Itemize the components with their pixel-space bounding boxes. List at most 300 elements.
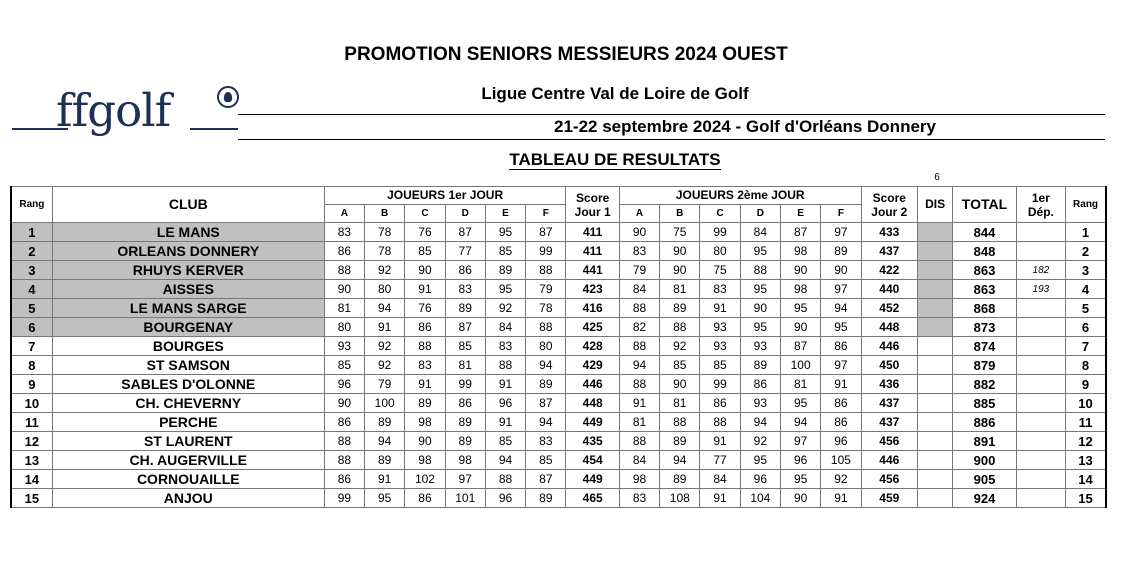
rank-right-cell: 15	[1066, 489, 1106, 508]
day1-score-cell: 94	[485, 451, 525, 470]
day1-total-cell: 441	[566, 261, 619, 280]
dis-cell	[918, 280, 953, 299]
day2-score-cell: 86	[821, 413, 861, 432]
day2-total-cell: 437	[861, 242, 917, 261]
dis-count: 6	[934, 172, 940, 183]
table-row	[11, 356, 1106, 375]
rank-right-cell: 13	[1066, 451, 1106, 470]
day2-score-cell: 91	[821, 489, 861, 508]
rule-top	[238, 114, 1105, 115]
event-line: 21-22 septembre 2024 - Golf d'Orléans Donnery	[554, 117, 936, 136]
rank-cell: 5	[11, 299, 52, 318]
rule-bottom	[238, 139, 1105, 140]
results-table	[10, 186, 1107, 508]
day1-score-cell: 85	[526, 451, 566, 470]
day1-score-cell: 89	[365, 451, 405, 470]
col-d2-player: A	[619, 205, 659, 223]
rank-right-cell: 1	[1066, 223, 1106, 242]
dis-cell	[918, 337, 953, 356]
dis-cell	[918, 489, 953, 508]
day2-score-cell: 108	[660, 489, 700, 508]
day1-total-cell: 465	[566, 489, 619, 508]
col-d1-player: B	[365, 205, 405, 223]
day2-total-cell: 433	[861, 223, 917, 242]
rank-right-cell: 3	[1066, 261, 1106, 280]
day2-score-cell: 89	[660, 470, 700, 489]
day1-score-cell: 81	[324, 299, 364, 318]
day1-score-cell: 92	[365, 337, 405, 356]
day1-total-cell: 449	[566, 413, 619, 432]
col-score2-b: Jour 2	[871, 204, 908, 219]
col-d2-player: F	[821, 205, 861, 223]
total-cell: 900	[953, 451, 1016, 470]
first-departure-cell	[1016, 242, 1065, 261]
day2-score-cell: 92	[660, 337, 700, 356]
dis-cell	[918, 413, 953, 432]
col-d1-player: F	[526, 205, 566, 223]
day1-score-cell: 94	[526, 356, 566, 375]
day1-score-cell: 95	[485, 280, 525, 299]
day2-score-cell: 88	[619, 432, 659, 451]
day1-score-cell: 99	[324, 489, 364, 508]
dis-cell	[918, 299, 953, 318]
club-cell: BOURGENAY	[52, 318, 324, 337]
day2-total-cell: 437	[861, 394, 917, 413]
day1-score-cell: 88	[485, 470, 525, 489]
day1-score-cell: 99	[526, 242, 566, 261]
day1-score-cell: 87	[445, 318, 485, 337]
col-dep	[1016, 187, 1065, 223]
club-cell: LE MANS	[52, 223, 324, 242]
day1-score-cell: 83	[445, 280, 485, 299]
first-departure-cell	[1016, 337, 1065, 356]
day2-score-cell: 92	[740, 432, 780, 451]
day1-score-cell: 92	[485, 299, 525, 318]
total-cell: 882	[953, 375, 1016, 394]
day1-score-cell: 90	[324, 394, 364, 413]
first-departure-cell	[1016, 318, 1065, 337]
day2-score-cell: 79	[619, 261, 659, 280]
dis-cell	[918, 432, 953, 451]
day1-score-cell: 94	[526, 413, 566, 432]
total-cell: 885	[953, 394, 1016, 413]
day2-score-cell: 91	[700, 489, 740, 508]
day1-score-cell: 101	[445, 489, 485, 508]
day1-score-cell: 98	[445, 451, 485, 470]
day1-score-cell: 86	[324, 470, 364, 489]
day1-score-cell: 88	[485, 356, 525, 375]
day1-score-cell: 78	[365, 242, 405, 261]
day2-score-cell: 94	[619, 356, 659, 375]
day2-score-cell: 97	[821, 280, 861, 299]
day2-score-cell: 96	[740, 470, 780, 489]
col-club: CLUB	[52, 187, 324, 223]
first-departure-cell	[1016, 432, 1065, 451]
day2-score-cell: 98	[780, 242, 820, 261]
col-score1-a: Score	[575, 190, 610, 205]
rank-cell: 7	[11, 337, 52, 356]
day2-score-cell: 93	[700, 318, 740, 337]
day1-score-cell: 97	[445, 470, 485, 489]
day2-score-cell: 94	[740, 413, 780, 432]
first-departure-cell	[1016, 489, 1065, 508]
day2-score-cell: 96	[821, 432, 861, 451]
day1-total-cell: 449	[566, 470, 619, 489]
club-cell: ORLEANS DONNERY	[52, 242, 324, 261]
day1-total-cell: 416	[566, 299, 619, 318]
day1-score-cell: 102	[405, 470, 445, 489]
day1-score-cell: 91	[365, 470, 405, 489]
day2-score-cell: 95	[740, 451, 780, 470]
club-cell: LE MANS SARGE	[52, 299, 324, 318]
table-row	[11, 394, 1106, 413]
rank-right-cell: 7	[1066, 337, 1106, 356]
day1-score-cell: 79	[365, 375, 405, 394]
table-title	[380, 150, 850, 170]
club-cell: ST LAURENT	[52, 432, 324, 451]
day1-score-cell: 89	[365, 413, 405, 432]
day2-score-cell: 93	[700, 337, 740, 356]
day2-score-cell: 95	[740, 242, 780, 261]
dis-cell	[918, 318, 953, 337]
rank-right-cell: 12	[1066, 432, 1106, 451]
day2-total-cell: 436	[861, 375, 917, 394]
day2-score-cell: 95	[780, 299, 820, 318]
club-cell: PERCHE	[52, 413, 324, 432]
day2-score-cell: 95	[740, 280, 780, 299]
day1-score-cell: 91	[405, 375, 445, 394]
day2-score-cell: 100	[780, 356, 820, 375]
day2-score-cell: 91	[821, 375, 861, 394]
day2-score-cell: 93	[740, 394, 780, 413]
day2-score-cell: 85	[660, 356, 700, 375]
day1-score-cell: 86	[324, 413, 364, 432]
rank-right-cell: 14	[1066, 470, 1106, 489]
col-rang2: Rang	[1066, 187, 1106, 223]
total-cell: 863	[953, 261, 1016, 280]
day1-total-cell: 435	[566, 432, 619, 451]
table-row	[11, 318, 1106, 337]
day1-score-cell: 88	[324, 432, 364, 451]
day1-score-cell: 86	[405, 318, 445, 337]
day2-score-cell: 91	[619, 394, 659, 413]
rank-right-cell: 11	[1066, 413, 1106, 432]
day1-score-cell: 90	[405, 432, 445, 451]
day1-score-cell: 98	[405, 451, 445, 470]
logo-wordmark: ffgolf	[56, 84, 171, 137]
day1-score-cell: 89	[405, 394, 445, 413]
col-dep-b: Dép.	[1027, 204, 1054, 219]
day1-score-cell: 88	[324, 261, 364, 280]
day1-total-cell: 428	[566, 337, 619, 356]
day1-score-cell: 89	[526, 375, 566, 394]
club-cell: ANJOU	[52, 489, 324, 508]
ffgolf-logo	[12, 86, 238, 162]
day1-score-cell: 80	[365, 280, 405, 299]
first-departure-cell	[1016, 299, 1065, 318]
header-row	[11, 187, 1106, 205]
day2-score-cell: 97	[821, 356, 861, 375]
rank-cell: 3	[11, 261, 52, 280]
day1-total-cell: 411	[566, 242, 619, 261]
day1-score-cell: 89	[445, 299, 485, 318]
col-dis: DIS	[918, 187, 953, 223]
day1-score-cell: 89	[526, 489, 566, 508]
table-row	[11, 299, 1106, 318]
day2-score-cell: 88	[660, 318, 700, 337]
col-d1-player: D	[445, 205, 485, 223]
day2-total-cell: 448	[861, 318, 917, 337]
table-row	[11, 223, 1106, 242]
club-cell: BOURGES	[52, 337, 324, 356]
day2-score-cell: 89	[660, 299, 700, 318]
rank-cell: 2	[11, 242, 52, 261]
day2-score-cell: 90	[780, 318, 820, 337]
day2-score-cell: 95	[740, 318, 780, 337]
rank-cell: 12	[11, 432, 52, 451]
day2-score-cell: 88	[700, 413, 740, 432]
day2-score-cell: 88	[619, 337, 659, 356]
first-departure-cell: 193	[1016, 280, 1065, 299]
day2-score-cell: 105	[821, 451, 861, 470]
day1-total-cell: 411	[566, 223, 619, 242]
day2-score-cell: 92	[821, 470, 861, 489]
page-title: PROMOTION SENIORS MESSIEURS 2024 OUEST	[344, 44, 788, 65]
day1-total-cell: 423	[566, 280, 619, 299]
day2-score-cell: 89	[660, 432, 700, 451]
table-row	[11, 337, 1106, 356]
day2-total-cell: 459	[861, 489, 917, 508]
day1-score-cell: 79	[526, 280, 566, 299]
day1-score-cell: 86	[324, 242, 364, 261]
day1-score-cell: 88	[405, 337, 445, 356]
table-row	[11, 242, 1106, 261]
rank-right-cell: 4	[1066, 280, 1106, 299]
first-departure-cell	[1016, 375, 1065, 394]
day1-score-cell: 88	[324, 451, 364, 470]
col-d2-player: E	[780, 205, 820, 223]
day2-score-cell: 82	[619, 318, 659, 337]
total-cell: 848	[953, 242, 1016, 261]
col-day1: JOUEURS 1er JOUR	[324, 187, 566, 205]
first-departure-cell	[1016, 413, 1065, 432]
day2-score-cell: 88	[619, 299, 659, 318]
table-row	[11, 451, 1106, 470]
day1-score-cell: 99	[445, 375, 485, 394]
day2-total-cell: 440	[861, 280, 917, 299]
day2-score-cell: 80	[700, 242, 740, 261]
club-cell: CH. AUGERVILLE	[52, 451, 324, 470]
day1-score-cell: 92	[365, 261, 405, 280]
day2-score-cell: 86	[740, 375, 780, 394]
day2-score-cell: 86	[821, 394, 861, 413]
day1-score-cell: 86	[445, 261, 485, 280]
day1-score-cell: 90	[324, 280, 364, 299]
total-cell: 886	[953, 413, 1016, 432]
club-cell: RHUYS KERVER	[52, 261, 324, 280]
day1-score-cell: 83	[405, 356, 445, 375]
day2-score-cell: 95	[780, 470, 820, 489]
day1-score-cell: 91	[485, 375, 525, 394]
day1-score-cell: 92	[365, 356, 405, 375]
day2-score-cell: 98	[619, 470, 659, 489]
day2-score-cell: 81	[660, 280, 700, 299]
day1-score-cell: 83	[485, 337, 525, 356]
day1-score-cell: 90	[405, 261, 445, 280]
col-total: TOTAL	[953, 187, 1016, 223]
day2-score-cell: 91	[700, 432, 740, 451]
day1-score-cell: 85	[405, 242, 445, 261]
day2-score-cell: 81	[619, 413, 659, 432]
day2-score-cell: 90	[780, 261, 820, 280]
dis-cell	[918, 394, 953, 413]
table-row	[11, 375, 1106, 394]
logo-rule-right	[190, 128, 238, 130]
col-d2-player: D	[740, 205, 780, 223]
rank-cell: 4	[11, 280, 52, 299]
day1-score-cell: 87	[526, 394, 566, 413]
rooster-seal-icon	[217, 86, 239, 108]
day1-score-cell: 77	[445, 242, 485, 261]
rank-cell: 10	[11, 394, 52, 413]
day2-score-cell: 87	[780, 223, 820, 242]
total-cell: 879	[953, 356, 1016, 375]
col-d1-player: C	[405, 205, 445, 223]
day1-score-cell: 86	[405, 489, 445, 508]
day1-score-cell: 88	[526, 261, 566, 280]
day1-score-cell: 89	[445, 432, 485, 451]
day2-score-cell: 83	[700, 280, 740, 299]
day1-score-cell: 83	[526, 432, 566, 451]
day2-score-cell: 89	[821, 242, 861, 261]
day1-score-cell: 98	[405, 413, 445, 432]
day2-score-cell: 97	[780, 432, 820, 451]
table-row	[11, 280, 1106, 299]
table-row	[11, 261, 1106, 280]
rank-cell: 15	[11, 489, 52, 508]
day1-score-cell: 83	[324, 223, 364, 242]
day2-score-cell: 90	[660, 261, 700, 280]
table-row	[11, 489, 1106, 508]
day2-score-cell: 84	[619, 280, 659, 299]
day1-score-cell: 78	[526, 299, 566, 318]
day1-score-cell: 89	[485, 261, 525, 280]
day1-score-cell: 76	[405, 223, 445, 242]
day2-score-cell: 97	[821, 223, 861, 242]
club-cell: AISSES	[52, 280, 324, 299]
table-row	[11, 413, 1106, 432]
table-row	[11, 432, 1106, 451]
day1-score-cell: 86	[445, 394, 485, 413]
day1-score-cell: 80	[526, 337, 566, 356]
dis-cell	[918, 451, 953, 470]
total-cell: 905	[953, 470, 1016, 489]
rank-cell: 11	[11, 413, 52, 432]
rank-cell: 1	[11, 223, 52, 242]
day1-score-cell: 80	[324, 318, 364, 337]
day1-score-cell: 76	[405, 299, 445, 318]
table-row	[11, 470, 1106, 489]
day2-score-cell: 90	[740, 299, 780, 318]
total-cell: 868	[953, 299, 1016, 318]
day2-score-cell: 99	[700, 375, 740, 394]
day1-score-cell: 95	[485, 223, 525, 242]
day1-score-cell: 84	[485, 318, 525, 337]
day2-score-cell: 86	[700, 394, 740, 413]
day1-score-cell: 87	[526, 223, 566, 242]
rank-cell: 8	[11, 356, 52, 375]
rank-right-cell: 2	[1066, 242, 1106, 261]
day2-score-cell: 94	[821, 299, 861, 318]
rank-right-cell: 8	[1066, 356, 1106, 375]
first-departure-cell	[1016, 451, 1065, 470]
day1-score-cell: 91	[405, 280, 445, 299]
day2-score-cell: 98	[780, 280, 820, 299]
col-d2-player: B	[660, 205, 700, 223]
day1-score-cell: 96	[324, 375, 364, 394]
day1-total-cell: 429	[566, 356, 619, 375]
day1-score-cell: 88	[526, 318, 566, 337]
day1-score-cell: 93	[324, 337, 364, 356]
day2-score-cell: 77	[700, 451, 740, 470]
day2-score-cell: 93	[740, 337, 780, 356]
dis-cell	[918, 242, 953, 261]
rank-cell: 13	[11, 451, 52, 470]
col-rang: Rang	[11, 187, 52, 223]
dis-cell	[918, 470, 953, 489]
club-cell: ST SAMSON	[52, 356, 324, 375]
day2-score-cell: 90	[821, 261, 861, 280]
club-cell: CORNOUAILLE	[52, 470, 324, 489]
day2-total-cell: 446	[861, 451, 917, 470]
col-score2-a: Score	[872, 190, 906, 205]
day2-score-cell: 95	[780, 394, 820, 413]
results-body	[11, 223, 1106, 508]
rank-right-cell: 5	[1066, 299, 1106, 318]
total-cell: 873	[953, 318, 1016, 337]
col-d1-player: A	[324, 205, 364, 223]
dis-cell	[918, 223, 953, 242]
day2-score-cell: 89	[740, 356, 780, 375]
day2-score-cell: 85	[700, 356, 740, 375]
day2-total-cell: 437	[861, 413, 917, 432]
day2-total-cell: 456	[861, 470, 917, 489]
col-dep-a: 1er	[1031, 190, 1050, 205]
day2-score-cell: 90	[619, 223, 659, 242]
col-day2: JOUEURS 2ème JOUR	[619, 187, 861, 205]
day2-score-cell: 90	[660, 375, 700, 394]
day2-score-cell: 87	[780, 337, 820, 356]
first-departure-cell	[1016, 223, 1065, 242]
day2-score-cell: 96	[780, 451, 820, 470]
dis-cell	[918, 356, 953, 375]
day1-score-cell: 85	[324, 356, 364, 375]
day2-score-cell: 83	[619, 242, 659, 261]
day2-score-cell: 81	[660, 394, 700, 413]
day2-score-cell: 75	[700, 261, 740, 280]
day2-total-cell: 456	[861, 432, 917, 451]
day1-total-cell: 448	[566, 394, 619, 413]
day1-score-cell: 96	[485, 489, 525, 508]
first-departure-cell	[1016, 470, 1065, 489]
day1-score-cell: 85	[485, 242, 525, 261]
day2-score-cell: 104	[740, 489, 780, 508]
day2-total-cell: 452	[861, 299, 917, 318]
day1-score-cell: 87	[445, 223, 485, 242]
total-cell: 891	[953, 432, 1016, 451]
day2-score-cell: 75	[660, 223, 700, 242]
rank-cell: 6	[11, 318, 52, 337]
